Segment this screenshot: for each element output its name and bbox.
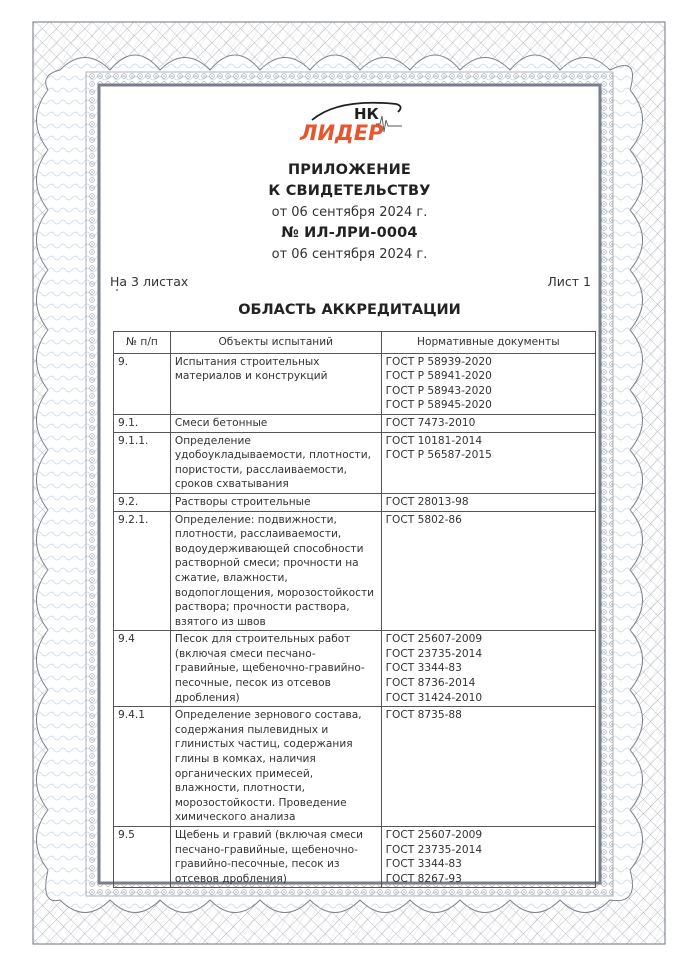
document-ref: ГОСТ Р 58943-2020 xyxy=(385,384,492,397)
row-object: Определение удобоукладываемости, плотности, пористости, расслаиваемости, сроков схватывания xyxy=(170,432,381,493)
row-number: 9.5 xyxy=(114,827,171,888)
document-ref: ГОСТ 23735-2014 xyxy=(385,647,483,660)
column-header-objects: Объекты испытаний xyxy=(170,332,381,354)
row-documents xyxy=(381,631,595,707)
row-number: 9.2. xyxy=(114,493,171,511)
row-documents xyxy=(381,493,595,511)
document-ref: ГОСТ 8267-93 xyxy=(385,872,462,885)
document-ref: ГОСТ Р 58941-2020 xyxy=(385,370,492,383)
document-ref: ГОСТ Р 58945-2020 xyxy=(385,399,492,412)
certificate-title: К СВИДЕТЕЛЬСТВУ xyxy=(268,183,431,199)
document-ref: ГОСТ 8735-88 xyxy=(385,709,462,722)
row-object: Песок для строительных работ (включая смеси песчано-гравийные, щебеночно-гравийно-песочные, песок из отсевов дробления) xyxy=(170,631,381,707)
column-header-documents: Нормативные документы xyxy=(381,332,595,354)
row-documents xyxy=(381,414,595,432)
document-ref: ГОСТ 8736-2014 xyxy=(385,677,476,690)
document-ref: ГОСТ 25607-2009 xyxy=(385,633,483,646)
table-row xyxy=(114,493,596,511)
document-ref: ГОСТ 10181-2014 xyxy=(385,434,483,447)
logo-main-text: ЛИДЕР xyxy=(300,121,384,145)
document-ref: ГОСТ Р 58939-2020 xyxy=(385,355,492,368)
table-row xyxy=(114,631,596,707)
table-row xyxy=(114,432,596,493)
appendix-date: от 06 сентября 2024 г. xyxy=(271,205,428,220)
table-row xyxy=(114,414,596,432)
document-ref: ГОСТ 3344-83 xyxy=(385,858,462,871)
accreditation-table xyxy=(113,331,596,888)
total-sheets: На 3 листах xyxy=(110,274,189,289)
nk-lider-logo xyxy=(298,98,406,146)
row-documents xyxy=(381,707,595,827)
row-object: Испытания строительных материалов и конструкций xyxy=(170,353,381,414)
row-number: 9.4 xyxy=(114,631,171,707)
row-object: Смеси бетонные xyxy=(170,414,381,432)
row-number: 9.2.1. xyxy=(114,511,171,631)
column-header-number: № п/п xyxy=(114,332,171,354)
row-documents xyxy=(381,827,595,888)
row-documents xyxy=(381,353,595,414)
certificate-number: № ИЛ-ЛРИ-0004 xyxy=(281,225,418,241)
document-ref: ГОСТ 25607-2009 xyxy=(385,829,483,841)
row-documents xyxy=(381,511,595,631)
document-ref: ГОСТ 3344-83 xyxy=(385,662,462,675)
row-object: Щебень и гравий (включая смеси песчано-гравийные, щебеночно-гравийно-песочные, песок из отсевов дробления) xyxy=(170,827,381,888)
row-object: Определение: подвижности, плотности, расслаиваемости, водоудерживающей способности растворной смеси; прочности на сжатие, влажности, водопоглощения, морозостойкости раствора; прочности раствора, взятого из швов xyxy=(170,511,381,631)
document-ref: ГОСТ 31424-2010 xyxy=(385,691,483,704)
row-object: Определение зернового состава, содержания пылевидных и глинистых частиц, содержания глины в комках, наличия органических примесей, влажности, плотности, морозостойкости. Проведение химического анализа xyxy=(170,707,381,827)
document-ref: ГОСТ 28013-98 xyxy=(385,495,469,508)
scan-speck xyxy=(116,289,118,291)
row-number: 9.4.1 xyxy=(114,707,171,827)
document-ref: ГОСТ 5802-86 xyxy=(385,513,462,526)
table-row xyxy=(114,707,596,827)
row-number: 9.1.1. xyxy=(114,432,171,493)
title-block xyxy=(102,160,597,265)
table-row xyxy=(114,511,596,631)
table-header-row xyxy=(114,332,596,354)
document-page xyxy=(102,88,597,885)
document-ref: ГОСТ Р 56587-2015 xyxy=(385,449,492,462)
scope-title: ОБЛАСТЬ АККРЕДИТАЦИИ xyxy=(238,302,461,318)
certificate-date: от 06 сентября 2024 г. xyxy=(271,247,428,262)
appendix-title: ПРИЛОЖЕНИЕ xyxy=(287,162,412,178)
logo-small-text: НК xyxy=(354,105,379,123)
row-object: Растворы строительные xyxy=(170,493,381,511)
row-documents xyxy=(381,432,595,493)
table-row xyxy=(114,827,596,888)
table-row xyxy=(114,353,596,414)
document-ref: ГОСТ 23735-2014 xyxy=(385,843,483,856)
sheet-number: Лист 1 xyxy=(547,274,591,289)
row-number: 9. xyxy=(114,353,171,414)
document-ref: ГОСТ 7473-2010 xyxy=(385,416,476,429)
row-number: 9.1. xyxy=(114,414,171,432)
